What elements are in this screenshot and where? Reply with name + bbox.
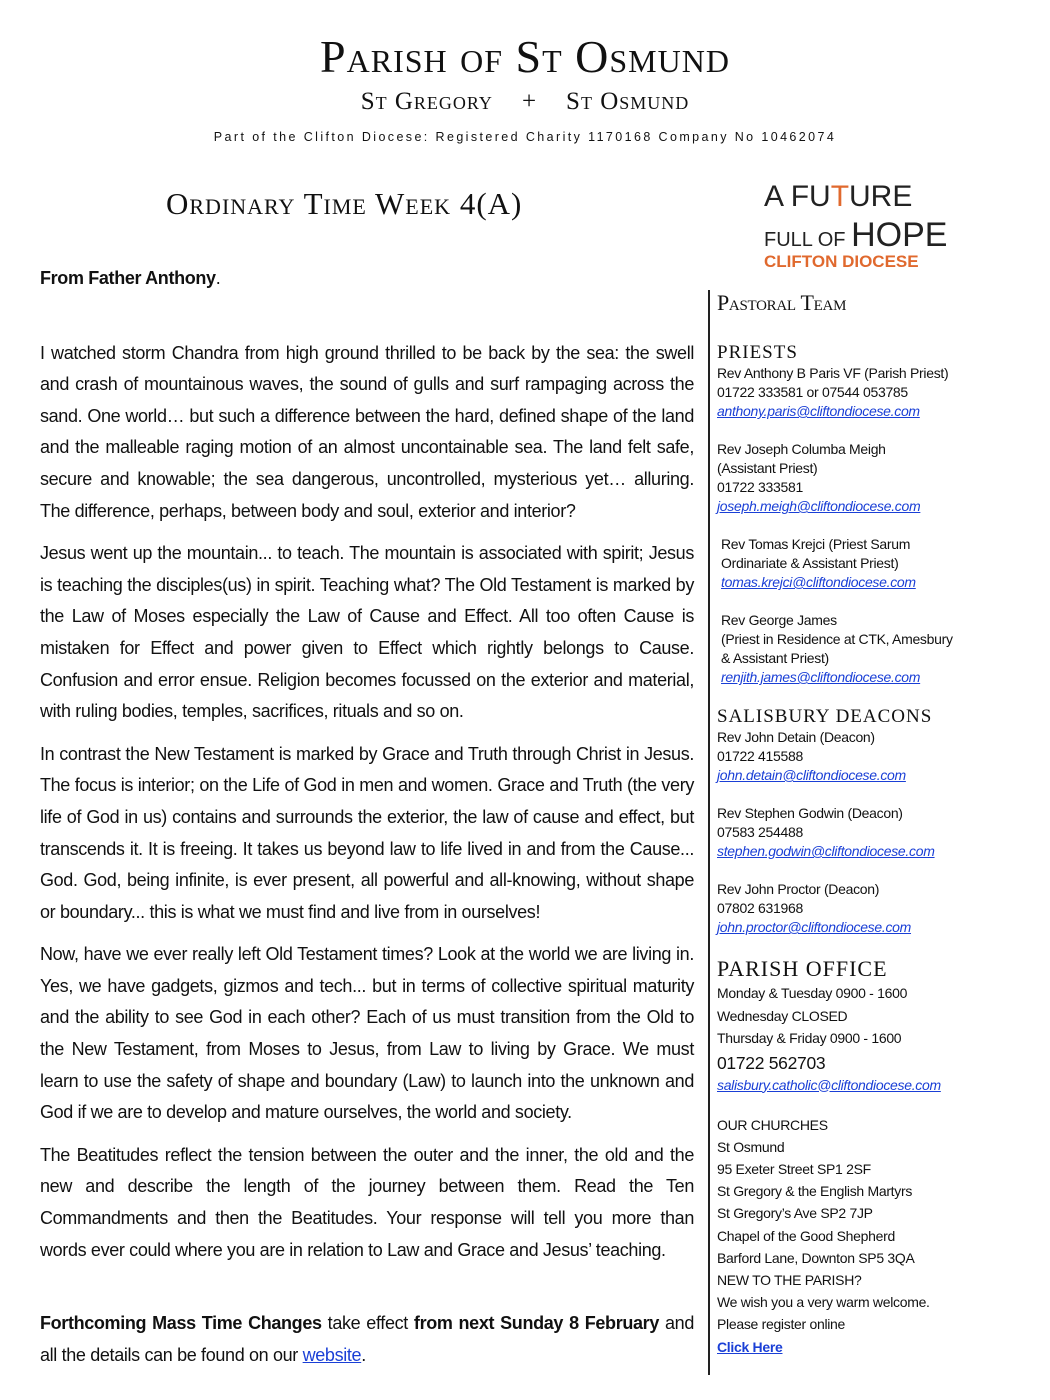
contact-line: Rev John Proctor (Deacon): [717, 881, 880, 897]
subtitle-separator: +: [521, 88, 538, 115]
churches-line: St Gregory’s Ave SP2 7JP: [717, 1205, 873, 1222]
priests-list: [717, 364, 987, 687]
email-link[interactable]: joseph.meigh@cliftondiocese.com: [717, 498, 921, 514]
contact-line: 07583 254488: [717, 824, 803, 840]
contact-line: 01722 333581 or 07544 053785: [717, 384, 908, 400]
logo-line1: A FUTURE: [764, 180, 913, 213]
office-hours: Monday & Tuesday 0900 - 1600 Wednesday CLOSED Thursday & Friday 0900 - 1600: [717, 985, 908, 1046]
office-email-link[interactable]: salisbury.catholic@cliftondiocese.com: [717, 1076, 941, 1093]
churches-line: Chapel of the Good Shepherd: [717, 1227, 895, 1244]
deacons-heading: SALISBURY DEACONS: [717, 706, 933, 727]
article-paragraph: Now, have we ever really left Old Testament times? Look at the world we are living in. Yes, we have gadgets, gizmos and tech... but in terms of collective spiritual maturity and the ability to see God in each other? Each of us must transition from the Old to the New Testament, from Moses to Jesus, from Law to living by Grace. We must learn to use the safety of shape and boundary (Law) to launch into the unknown and God if we are to develop and mature ourselves, the world and society.: [40, 944, 694, 1123]
contact-entry: [717, 728, 987, 785]
click-here-link[interactable]: Click Here: [717, 1338, 783, 1355]
churches-line: OUR CHURCHES: [717, 1116, 828, 1133]
contact-entry: [717, 535, 987, 592]
logo-line2: FULL OF HOPE: [764, 216, 948, 254]
email-link[interactable]: stephen.godwin@cliftondiocese.com: [717, 843, 935, 859]
logo-line3: CLIFTON DIOCESE: [764, 252, 919, 271]
email-link[interactable]: anthony.paris@cliftondiocese.com: [717, 403, 920, 419]
contact-line: Rev Tomas Krejci (Priest Sarum: [721, 536, 911, 552]
churches-line: St Gregory & the English Martyrs: [717, 1183, 913, 1200]
contact-entry: [717, 804, 987, 861]
article-paragraph: I watched storm Chandra from high ground thrilled to be back by the sea: the swell and crash of mountainous waves, the sound of gulls and surf rampaging across the sand. One world… but such a difference between the hard, defined shape of the land and the malleable raging motion of an almost uncontainable sea. The land felt safe, secure and knowable; the sea dangerous, uncontrolled, mysterious yet… alluring. The difference, perhaps, between body and soul, exterior and interior?: [40, 342, 694, 521]
article-paragraph: The Beatitudes reflect the tension between the outer and the inner, the old and the new and describe the length of the journey between them. Read the Ten Commandments and then the Beatitudes. Your response will tell you more than words ever could where you are in relation to Law and Grace and Jesus’ teaching.: [40, 1144, 694, 1260]
logo-cross-icon: T: [830, 180, 850, 213]
website-link[interactable]: website: [302, 1344, 362, 1365]
parish-office-heading: PARISH OFFICE: [717, 956, 888, 981]
email-link[interactable]: renjith.james@cliftondiocese.com: [721, 669, 921, 685]
contact-line: Rev Anthony B Paris VF (Parish Priest): [717, 365, 949, 381]
registration-line: Part of the Clifton Diocese: Registered Charity 1170168 Company No 10462074: [213, 130, 837, 144]
contact-entry: [717, 440, 987, 516]
subtitle-st-osmund: St Osmund: [566, 88, 690, 115]
article-paragraph: In contrast the New Testament is marked by Grace and Truth through Christ in Jesus. The focus is interior; on the Life of God in men and women. Grace and Truth (the very life of God in us) contains and surrounds the exterior, the law of cause and effect, but transcends it. It is freeing. It takes us beyond law to life lived in and from the Cause... God. God, being infinite, is ever present, all powerful and all-knowing, without shape or boundary... this is what we must find and live from in ourselves!: [40, 743, 694, 922]
churches-line: Please register online: [717, 1316, 846, 1333]
contact-entry: [717, 364, 987, 421]
email-link[interactable]: john.proctor@cliftondiocese.com: [717, 919, 912, 935]
churches-info: [717, 1114, 987, 1336]
parish-title: Parish of St Osmund: [320, 31, 730, 82]
contact-line: Rev Stephen Godwin (Deacon): [717, 805, 903, 821]
clifton-diocese-logo: [760, 170, 948, 271]
contact-line: & Assistant Priest): [721, 650, 829, 666]
contact-line: 01722 415588: [717, 748, 803, 764]
email-link[interactable]: john.detain@cliftondiocese.com: [717, 767, 906, 783]
contact-entry: [717, 611, 987, 687]
contact-line: 07802 631968: [717, 900, 803, 916]
contact-line: 01722 333581: [717, 479, 803, 495]
mass-time-notice: Forthcoming Mass Time Changes take effect from next Sunday 8 February and all the details can be found on our website.: [40, 1313, 694, 1365]
contact-line: (Assistant Priest): [717, 460, 818, 476]
priests-heading: PRIESTS: [717, 342, 798, 363]
churches-line: St Osmund: [717, 1138, 785, 1155]
deacons-list: [717, 728, 987, 937]
week-title: Ordinary Time Week 4(A): [166, 186, 523, 221]
churches-subtitle: [0, 88, 1050, 116]
office-phone: 01722 562703: [717, 1052, 826, 1073]
churches-line: NEW TO THE PARISH?: [717, 1271, 862, 1288]
churches-line: 95 Exeter Street SP1 2SF: [717, 1160, 871, 1177]
contact-line: Rev John Detain (Deacon): [717, 729, 875, 745]
churches-line: We wish you a very warm welcome.: [717, 1294, 930, 1311]
main-article: [40, 263, 694, 1382]
pastoral-team-heading: Pastoral Team: [717, 290, 847, 315]
sidebar: [708, 290, 987, 1375]
contact-line: Ordinariate & Assistant Priest): [721, 555, 899, 571]
email-link[interactable]: tomas.krejci@cliftondiocese.com: [721, 574, 916, 590]
contact-line: Rev Joseph Columba Meigh: [717, 441, 886, 457]
churches-line: Barford Lane, Downton SP5 3QA: [717, 1249, 915, 1266]
subtitle-st-gregory: St Gregory: [360, 88, 493, 115]
contact-entry: [717, 880, 987, 937]
article-paragraph: Jesus went up the mountain... to teach. The mountain is associated with spirit; Jesus is teaching the disciples(us) in spirit. Teaching what? The Old Testament is marked by the Law of Moses especially the Law of Cause and Effect. All too often Cause is mistaken for Effect and power given to Effect which rightly belongs to Cause. Confusion and error ensue. Religion becomes focussed on the exterior and material, with ruling bodies, temples, sacrifices, rituals and so on.: [40, 543, 694, 722]
contact-line: Rev George James: [721, 612, 837, 628]
greeting: From Father Anthony.: [40, 268, 221, 288]
contact-line: (Priest in Residence at CTK, Amesbury: [721, 631, 953, 647]
